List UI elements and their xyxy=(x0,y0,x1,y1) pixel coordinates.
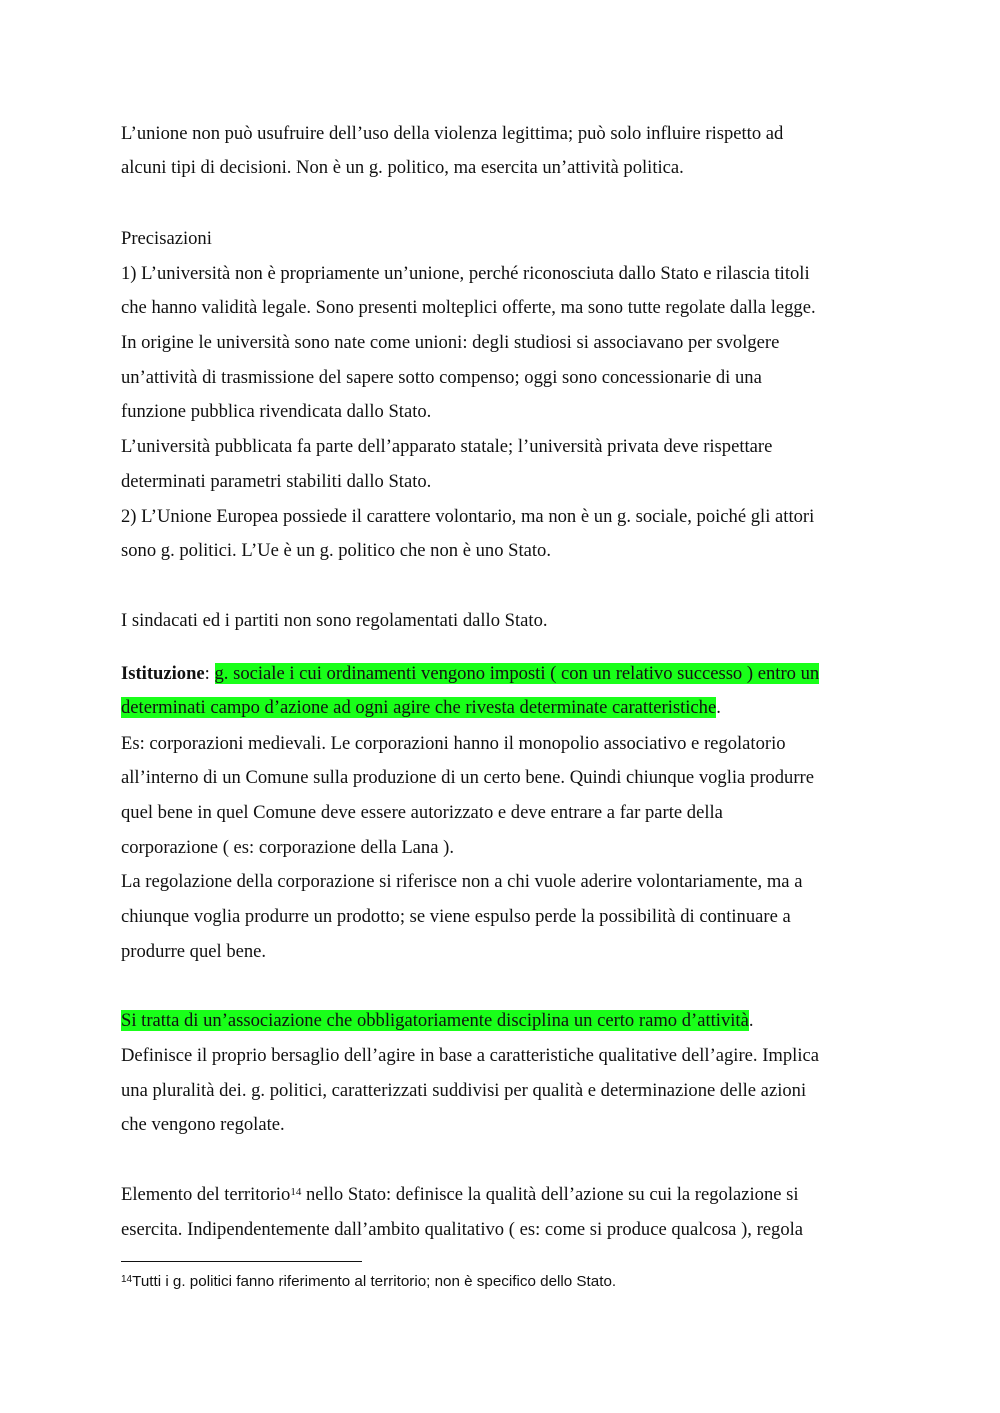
associazione-line: una pluralità dei. g. politici, caratterizzati suddivisi per qualità e determinazione delle azioni xyxy=(121,1080,807,1101)
istituzione-line: corporazione ( es: corporazione della Lana ). xyxy=(121,837,454,858)
istituzione-line: all’interno di un Comune sulla produzione di un certo bene. Quindi chiunque voglia produrre xyxy=(121,767,814,788)
istituzione-definition-highlight: g. sociale i cui ordinamenti vengono imposti ( con un relativo successo ) entro un xyxy=(214,663,820,684)
istituzione-definition-period: . xyxy=(716,697,721,718)
istituzione-line: La regolazione della corporazione si riferisce non a chi vuole aderire volontariamente, ma a xyxy=(121,871,803,892)
footnote-reference[interactable]: 14 xyxy=(290,1186,302,1198)
precisazioni-line: sono g. politici. L’Ue è un g. politico che non è uno Stato. xyxy=(121,540,552,561)
footnote-text: Tutti i g. politici fanno riferimento al territorio; non è specifico dello Stato. xyxy=(132,1273,617,1290)
istituzione-line: quel bene in quel Comune deve essere autorizzato e deve entrare a far parte della xyxy=(121,802,723,823)
associazione-line-1 xyxy=(121,1009,754,1033)
precisazioni-line: funzione pubblica rivendicata dallo Stato. xyxy=(121,401,432,422)
precisazioni-heading: Precisazioni xyxy=(121,228,212,249)
footnote-separator xyxy=(121,1261,362,1262)
precisazioni-line: 2) L’Unione Europea possiede il carattere volontario, ma non è un g. sociale, poiché gli attori xyxy=(121,506,815,527)
associazione-highlight: Si tratta di un’associazione che obbligatoriamente disciplina un certo ramo d’attività xyxy=(121,1010,749,1031)
paragraph-union-line-2: alcuni tipi di decisioni. Non è un g. politico, ma esercita un’attività politica. xyxy=(121,157,684,178)
istituzione-definition-highlight: determinati campo d’azione ad ogni agire che rivesta determinate caratteristiche xyxy=(121,697,717,718)
territorio-text-after: nello Stato: definisce la qualità dell’azione su cui la regolazione si xyxy=(301,1184,799,1205)
associazione-line: Definisce il proprio bersaglio dell’agire in base a caratteristiche qualitative dell’agire. Implica xyxy=(121,1045,820,1066)
paragraph-union-line-1: L’unione non può usufruire dell’uso della violenza legittima; può solo influire rispetto ad xyxy=(121,123,784,144)
precisazioni-line: L’università pubblicata fa parte dell’apparato statale; l’università privata deve rispettare xyxy=(121,436,773,457)
precisazioni-line: che hanno validità legale. Sono presenti molteplici offerte, ma sono tutte regolate dalla legge. xyxy=(121,297,816,318)
territorio-line-2: esercita. Indipendentemente dall’ambito qualitativo ( es: come si produce qualcosa ), regola xyxy=(121,1219,804,1240)
territorio-text-before: Elemento del territorio xyxy=(121,1184,291,1205)
associazione-period: . xyxy=(748,1010,754,1031)
istituzione-line: produrre quel bene. xyxy=(121,941,267,962)
istituzione-line: chiunque voglia produrre un prodotto; se viene espulso perde la possibilità di continuare a xyxy=(121,906,791,927)
precisazioni-line: 1) L’università non è propriamente un’unione, perché riconosciuta dallo Stato e rilascia titoli xyxy=(121,263,810,284)
istituzione-colon: : xyxy=(204,663,215,684)
istituzione-definition-line-1 xyxy=(121,662,819,686)
territorio-line-1 xyxy=(121,1183,799,1207)
precisazioni-line: In origine le università sono nate come unioni: degli studiosi si associavano per svolgere xyxy=(121,332,780,353)
associazione-line: che vengono regolate. xyxy=(121,1114,285,1135)
footnote-number: 14 xyxy=(121,1274,133,1285)
istituzione-line: Es: corporazioni medievali. Le corporazioni hanno il monopolio associativo e regolatorio xyxy=(121,733,786,754)
istituzione-definition-line-2 xyxy=(121,696,721,720)
precisazioni-line: un’attività di trasmissione del sapere sotto compenso; oggi sono concessionarie di una xyxy=(121,367,762,388)
footnote xyxy=(121,1272,616,1292)
sindacati-paragraph: I sindacati ed i partiti non sono regolamentati dallo Stato. xyxy=(121,610,548,631)
istituzione-term: Istituzione xyxy=(121,663,205,684)
precisazioni-line: determinati parametri stabiliti dallo Stato. xyxy=(121,471,432,492)
